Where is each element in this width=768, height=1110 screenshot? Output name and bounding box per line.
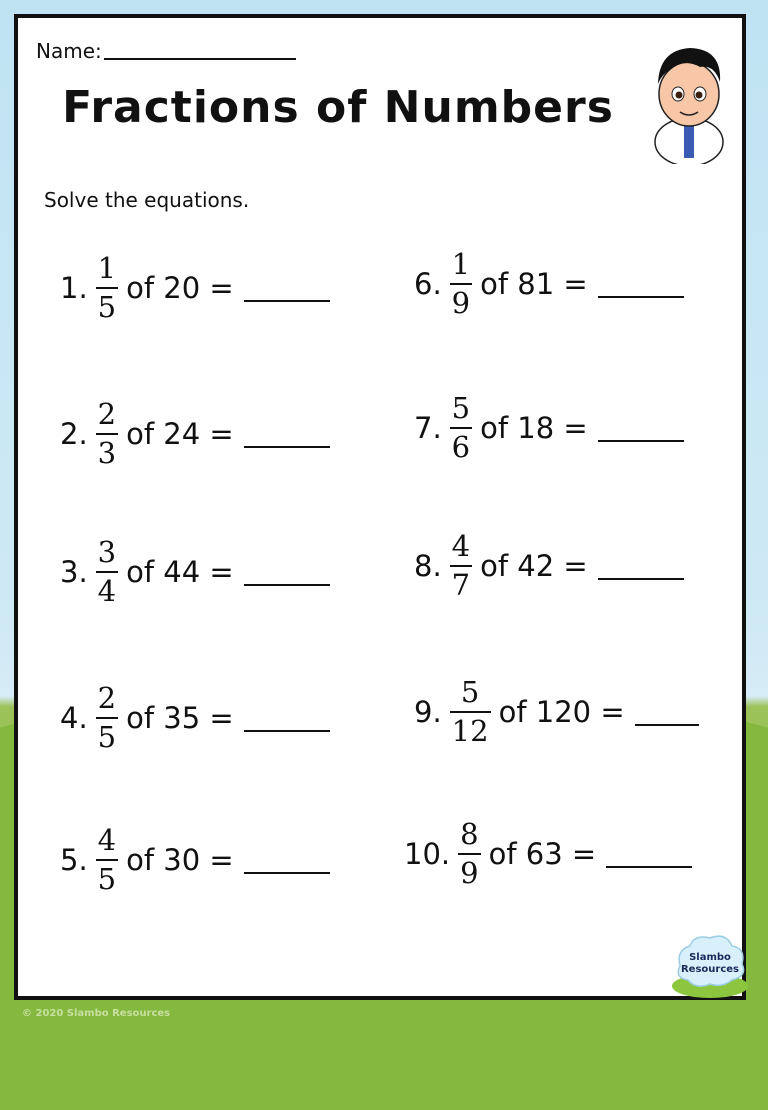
expression: of 120 =	[498, 695, 625, 729]
problem-9	[414, 675, 699, 748]
name-field[interactable]	[36, 38, 296, 63]
fraction	[96, 251, 118, 324]
expression: of 42 =	[480, 549, 588, 583]
numerator: 3	[97, 535, 117, 569]
answer-blank[interactable]	[244, 558, 330, 586]
fraction	[96, 535, 118, 608]
expression: of 24 =	[126, 417, 234, 451]
problem-4	[60, 681, 330, 754]
expression: of 35 =	[126, 701, 234, 735]
numerator: 2	[97, 681, 117, 715]
denominator: 5	[97, 720, 117, 754]
fraction	[96, 681, 118, 754]
fraction	[450, 247, 472, 320]
answer-blank[interactable]	[598, 270, 684, 298]
problem-7	[414, 391, 684, 464]
problem-number: 7.	[414, 411, 442, 445]
expression: of 63 =	[488, 837, 597, 871]
denominator: 9	[460, 856, 479, 890]
name-label: Name:	[36, 39, 102, 63]
fraction	[450, 529, 472, 602]
denominator: 6	[451, 430, 471, 464]
expression: of 44 =	[126, 555, 234, 589]
answer-blank[interactable]	[244, 704, 330, 732]
fraction	[458, 817, 480, 890]
boy-scientist-icon	[644, 34, 734, 164]
problem-5	[60, 823, 330, 896]
numerator: 5	[460, 675, 480, 709]
problem-number: 6.	[414, 267, 442, 301]
numerator: 8	[460, 817, 479, 851]
denominator: 5	[97, 862, 117, 896]
denominator: 4	[97, 574, 117, 608]
expression: of 20 =	[126, 271, 234, 305]
copyright-footer: © 2020 Slambo Resources	[22, 1008, 171, 1019]
fraction	[450, 391, 472, 464]
numerator: 5	[451, 391, 471, 425]
expression: of 81 =	[480, 267, 588, 301]
answer-blank[interactable]	[635, 698, 699, 726]
problem-number: 10.	[404, 837, 451, 871]
denominator: 3	[97, 436, 117, 470]
expression: of 18 =	[480, 411, 588, 445]
problem-number: 5.	[60, 843, 88, 877]
answer-blank[interactable]	[244, 846, 330, 874]
problem-number: 2.	[60, 417, 88, 451]
numerator: 4	[451, 529, 471, 563]
problem-10	[404, 817, 692, 890]
answer-blank[interactable]	[598, 552, 684, 580]
answer-blank[interactable]	[598, 414, 684, 442]
logo-line2: Resources	[680, 964, 740, 975]
numerator: 1	[97, 251, 117, 285]
answer-blank[interactable]	[606, 840, 692, 868]
problem-2	[60, 397, 330, 470]
fraction	[96, 823, 118, 896]
problem-1	[60, 251, 330, 324]
problem-number: 3.	[60, 555, 88, 589]
fraction	[96, 397, 118, 470]
problem-number: 9.	[414, 695, 442, 729]
numerator: 2	[97, 397, 117, 431]
problem-8	[414, 529, 684, 602]
instructions-text: Solve the equations.	[44, 188, 250, 212]
problem-6	[414, 247, 684, 320]
slambo-resources-logo-icon	[670, 930, 750, 1000]
denominator: 12	[451, 714, 489, 748]
problem-number: 8.	[414, 549, 442, 583]
logo-line1: Slambo	[689, 952, 731, 963]
expression: of 30 =	[126, 843, 234, 877]
problem-number: 1.	[60, 271, 88, 305]
answer-blank[interactable]	[244, 420, 330, 448]
problem-3	[60, 535, 330, 608]
numerator: 1	[451, 247, 471, 281]
denominator: 9	[451, 286, 471, 320]
answer-blank[interactable]	[244, 274, 330, 302]
name-blank-line[interactable]	[104, 38, 296, 60]
numerator: 4	[97, 823, 117, 857]
denominator: 5	[97, 290, 117, 324]
page-title: Fractions of Numbers	[62, 82, 614, 133]
worksheet	[14, 14, 746, 1000]
problem-number: 4.	[60, 701, 88, 735]
denominator: 7	[451, 568, 471, 602]
fraction	[450, 675, 491, 748]
